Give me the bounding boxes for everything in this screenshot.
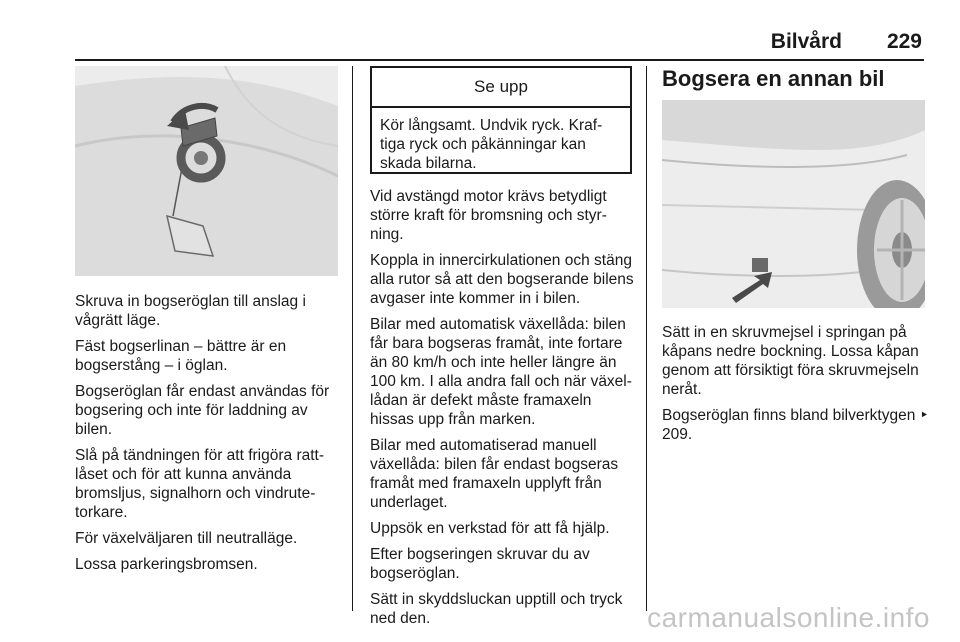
paragraph: Sätt in skyddsluckan upptill och tryck ned den. — [370, 591, 623, 627]
paragraph: Sätt in en skruvmejsel i springan på kåpans nedre bockning. Lossa kåpan genom att försiktigt föra skruvmejseln neråt. — [662, 324, 919, 398]
paragraph: Vid avstängd motor krävs betydligt större kraft för bromsning och styrning. — [370, 188, 607, 243]
paragraph: Koppla in innercirkulationen och stäng alla rutor så att den bogserande bilens avgaser inte kommer in i bilen. — [370, 252, 634, 307]
page-header — [0, 26, 960, 58]
paragraph: Lossa parkeringsbromsen. — [75, 556, 258, 573]
paragraph: Bogseröglan får endast användas för bogsering och inte för laddning av bilen. — [75, 383, 330, 438]
caution-box — [370, 66, 632, 174]
caution-text: Kör långsamt. Undvik ryck. Kraftiga ryck och påkänningar kan skada bilarna. — [380, 117, 603, 172]
rear-bumper-illustration — [662, 100, 925, 308]
left-column-text — [75, 292, 343, 581]
paragraph: Uppsök en verkstad för att få hjälp. — [370, 520, 610, 537]
column-divider-left — [352, 66, 353, 611]
section-heading: Bogsera en annan bil — [662, 66, 885, 91]
paragraph: Bilar med automatiserad manuell växellåda: bilen får endast bogseras framåt med framaxeln upplyft från underlaget. — [370, 437, 619, 511]
paragraph: Slå på tändningen för att frigöra rattlåset och för att kunna använda bromsljus, signalhorn och vindrutetorkare. — [75, 447, 325, 521]
paragraph-page-reference: Bogseröglan finns bland bilverktygen ‣ 209. — [662, 407, 929, 443]
right-column-text — [662, 323, 930, 451]
section-title: Bilvård — [770, 30, 842, 53]
paragraph: Bilar med automatisk växellåda: bilen får bara bogseras framåt, inte fortare än 80 km/h och inte heller längre än 100 km. I alla andra fall och när växellådan är defekt måste framaxeln hissas upp från marken. — [370, 316, 632, 428]
caution-title: Se upp — [372, 68, 630, 108]
paragraph: Fäst bogserlinan – bättre är en bogserstång – i öglan. — [75, 338, 287, 374]
paragraph: För växelväljaren till neutralläge. — [75, 530, 298, 547]
header-rule — [75, 59, 924, 61]
paragraph: Efter bogseringen skruvar du av bogseröglan. — [370, 546, 590, 582]
watermark: carmanualsonline.info — [647, 602, 930, 633]
paragraph: Skruva in bogseröglan till anslag i vågrätt läge. — [75, 293, 306, 329]
middle-column-text — [370, 187, 635, 635]
page-number: 229 — [886, 30, 922, 53]
column-divider-right — [646, 66, 647, 611]
towing-eye-front-illustration — [75, 66, 338, 276]
